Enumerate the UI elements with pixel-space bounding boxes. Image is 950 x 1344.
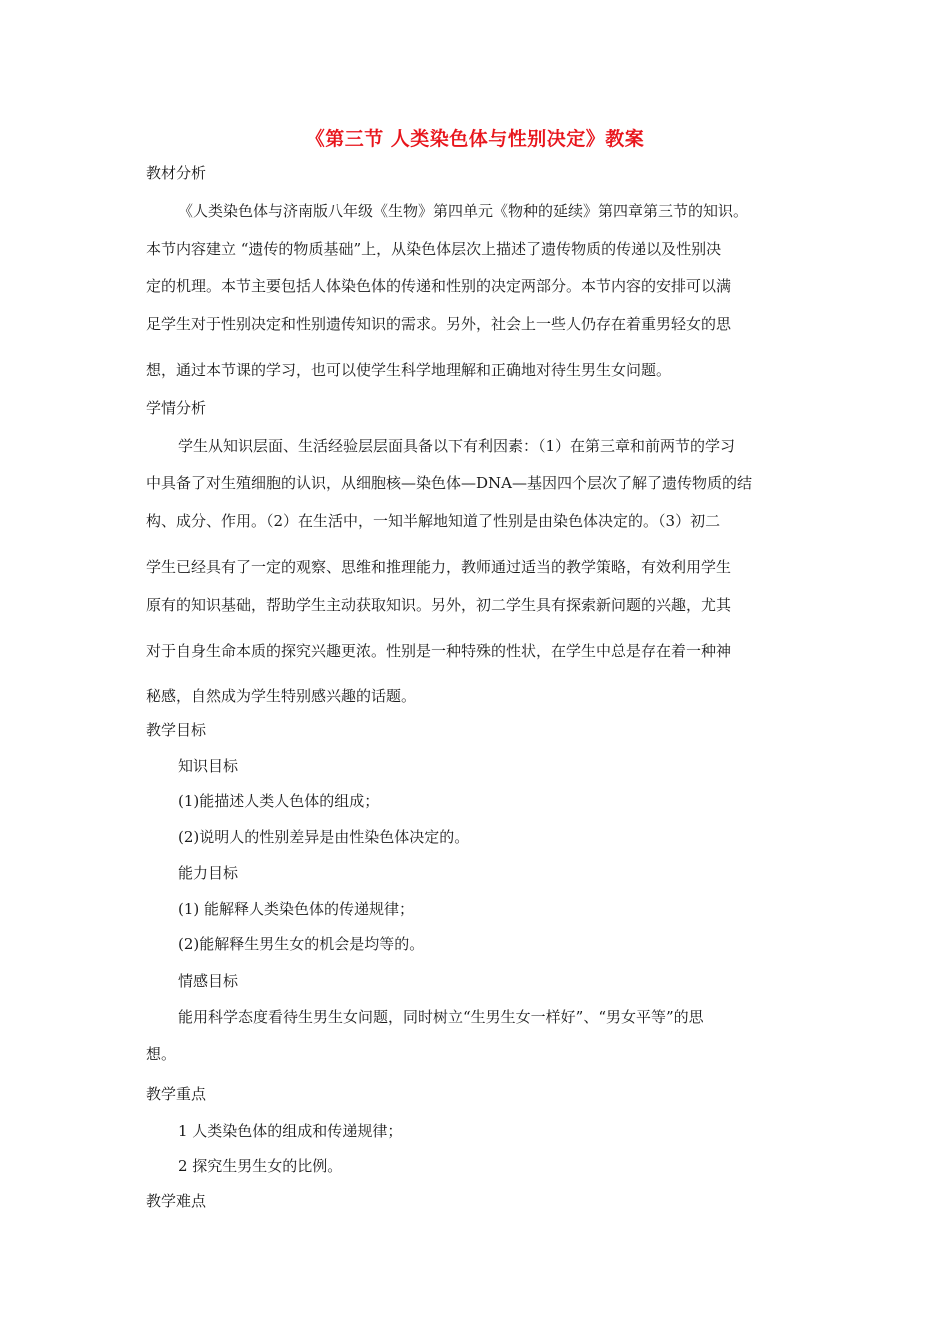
paragraph-line: 想。 xyxy=(146,1045,177,1063)
paragraph-line: 原有的知识基础，帮助学生主动获取知识。另外，初二学生具有探索新问题的兴趣，尤其 xyxy=(146,596,732,614)
paragraph-line: 学生已经具有了一定的观察、思维和推理能力，教师通过适当的教学策略，有效利用学生 xyxy=(146,558,732,576)
paragraph-line: 足学生对于性别决定和性别遗传知识的需求。另外，社会上一些人仍存在着重男轻女的思 xyxy=(146,315,732,333)
key-point-item: 1 人类染色体的组成和传递规律； xyxy=(178,1122,403,1140)
subheading-emotion-goals: 情感目标 xyxy=(178,972,239,990)
goal-item: (2)说明人的性别差异是由性染色体决定的。 xyxy=(178,828,470,846)
subheading-knowledge-goals: 知识目标 xyxy=(178,757,239,775)
paragraph-line: 想，通过本节课的学习，也可以使学生科学地理解和正确地对待生男生女问题。 xyxy=(146,361,672,379)
paragraph-line: 构、成分、作用。（2）在生活中，一知半解地知道了性别是由染色体决定的。（3）初二 xyxy=(146,512,721,530)
section-heading-student-analysis: 学情分析 xyxy=(146,399,207,417)
document-title: 《第三节 人类染色体与性别决定》教案 xyxy=(305,128,645,150)
paragraph-line: 对于自身生命本质的探究兴趣更浓。性别是一种特殊的性状，在学生中总是存在着一种神 xyxy=(146,642,732,660)
paragraph-line: 本节内容建立 “遗传的物质基础”上，从染色体层次上描述了遗传物质的传递以及性别决 xyxy=(146,240,722,258)
goal-item: (1)能描述人类人色体的组成； xyxy=(178,792,380,810)
paragraph-line: 定的机理。本节主要包括人体染色体的传递和性别的决定两部分。本节内容的安排可以满 xyxy=(146,277,732,295)
section-heading-textbook-analysis: 教材分析 xyxy=(146,164,207,182)
paragraph-line: 能用科学态度看待生男生女问题，同时树立“生男生女一样好”、“男女平等”的思 xyxy=(178,1008,704,1026)
section-heading-difficulties: 教学难点 xyxy=(146,1192,207,1210)
goal-item: (2)能解释生男生女的机会是均等的。 xyxy=(178,935,425,953)
paragraph-line: 学生从知识层面、生活经验层层面具备以下有利因素：（1）在第三章和前两节的学习 xyxy=(178,437,736,455)
paragraph-line: 《人类染色体与济南版八年级《生物》第四单元《物种的延续》第四章第三节的知识。 xyxy=(178,202,749,220)
section-heading-key-points: 教学重点 xyxy=(146,1085,207,1103)
section-heading-teaching-goals: 教学目标 xyxy=(146,721,207,739)
key-point-item: 2 探究生男生女的比例。 xyxy=(178,1157,343,1175)
paragraph-line: 中具备了对生殖细胞的认识，从细胞核—染色体—DNA—基因四个层次了解了遗传物质的结 xyxy=(146,474,752,492)
goal-item: (1) 能解释人类染色体的传递规律； xyxy=(178,900,415,918)
paragraph-line: 秘感，自然成为学生特别感兴趣的话题。 xyxy=(146,687,417,705)
subheading-ability-goals: 能力目标 xyxy=(178,864,239,882)
